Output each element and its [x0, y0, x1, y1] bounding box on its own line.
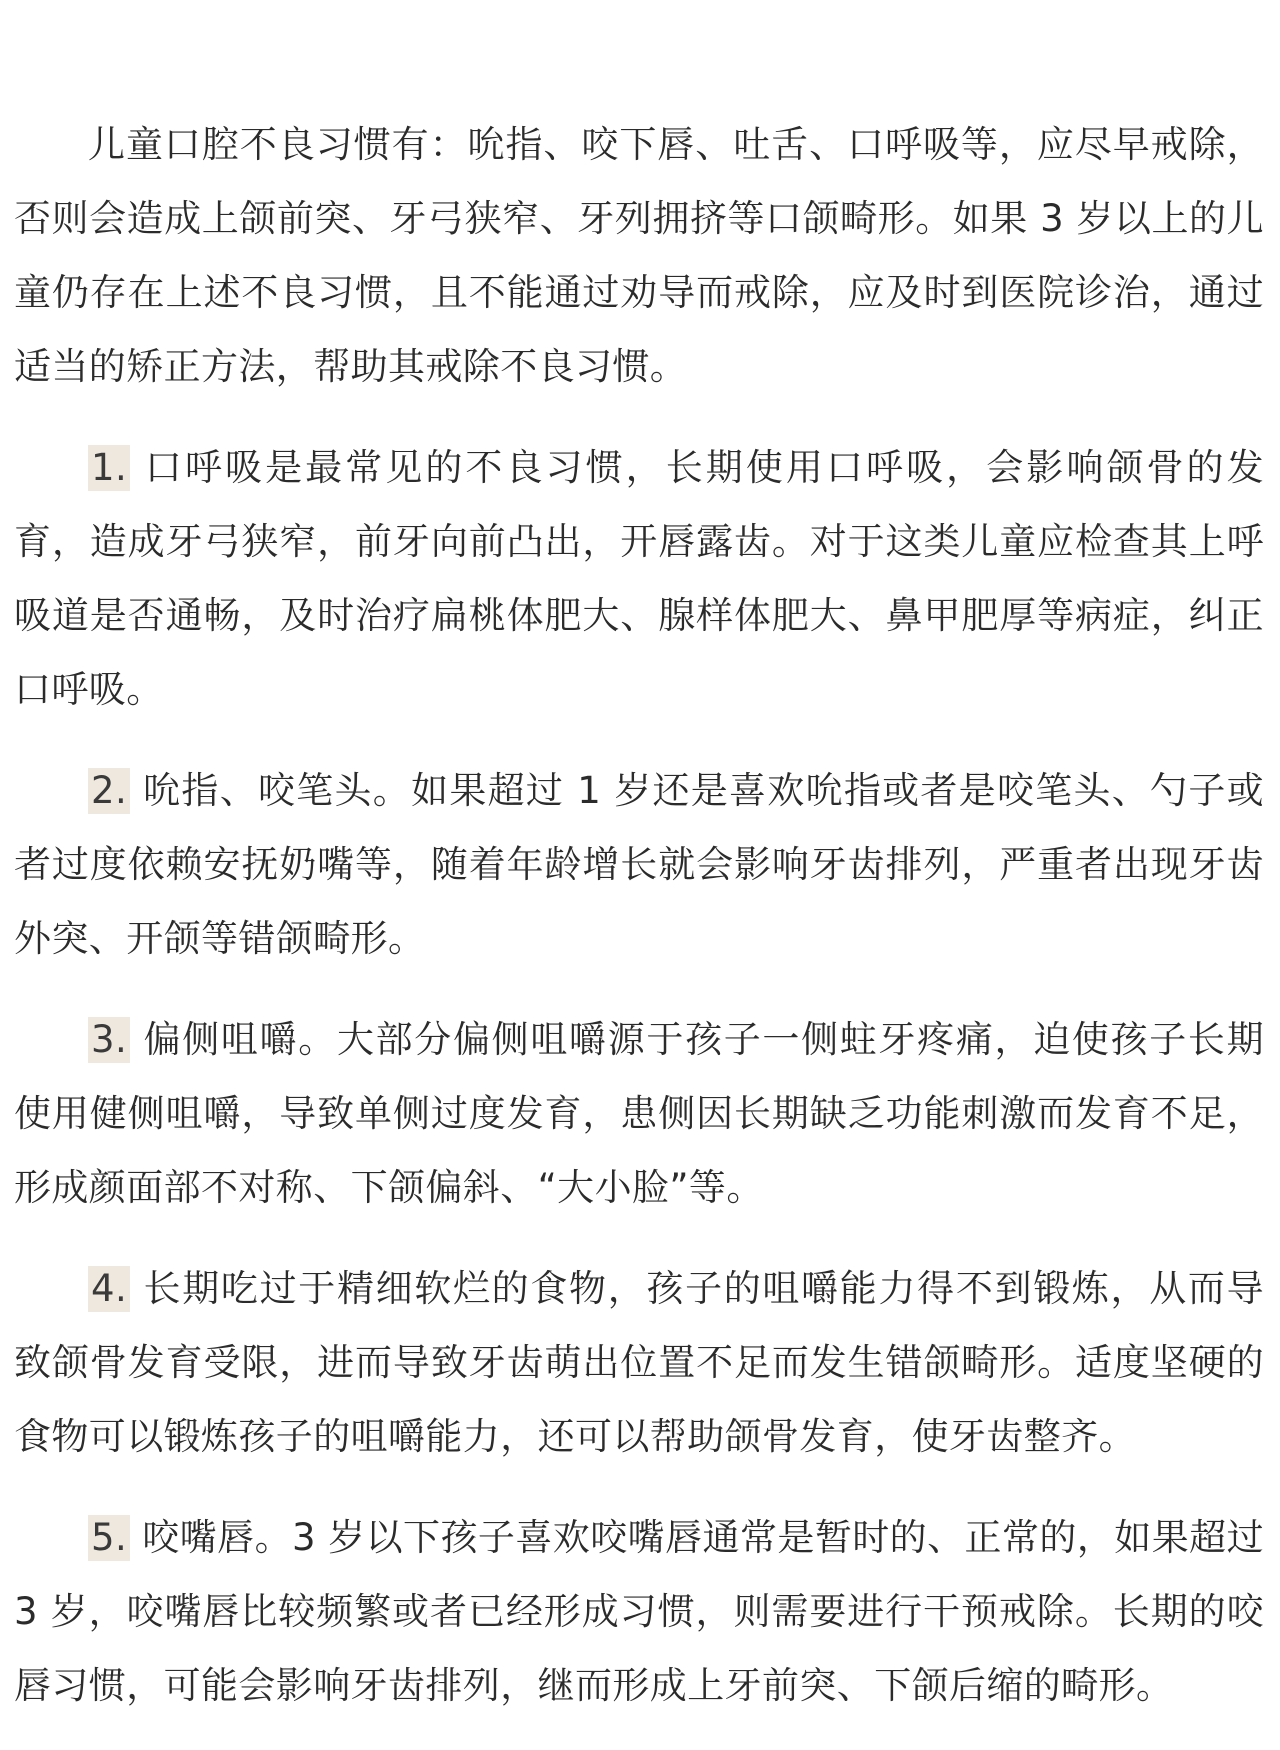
list-item: [14, 1252, 1264, 1474]
item-number: 2.: [88, 768, 130, 814]
item-number: 1.: [88, 445, 130, 491]
item-number: 5.: [88, 1515, 130, 1561]
list-item: [14, 1501, 1264, 1723]
item-text: 吮指、咬笔头。如果超过 1 岁还是喜欢吮指或者是咬笔头、勺子或者过度依赖安抚奶嘴等，随着年龄增长就会影响牙齿排列，严重者出现牙齿外突、开颌等错颌畸形。: [14, 769, 1264, 960]
item-text: 长期吃过于精细软烂的食物，孩子的咀嚼能力得不到锻炼，从而导致颌骨发育受限，进而导致牙齿萌出位置不足而发生错颌畸形。适度坚硬的食物可以锻炼孩子的咀嚼能力，还可以帮助颌骨发育，使牙齿整齐。: [14, 1267, 1264, 1458]
list-item: [14, 754, 1264, 976]
item-number: 3.: [88, 1017, 130, 1063]
item-text: 咬嘴唇。3 岁以下孩子喜欢咬嘴唇通常是暂时的、正常的，如果超过 3 岁，咬嘴唇比较频繁或者已经形成习惯，则需要进行干预戒除。长期的咬唇习惯，可能会影响牙齿排列，继而形成上牙前突、下颌后缩的畸形。: [14, 1516, 1264, 1707]
item-text: 口呼吸是最常见的不良习惯，长期使用口呼吸，会影响颌骨的发育，造成牙弓狭窄，前牙向前凸出，开唇露齿。对于这类儿童应检查其上呼吸道是否通畅，及时治疗扁桃体肥大、腺样体肥大、鼻甲肥厚等病症，纠正口呼吸。: [14, 446, 1264, 711]
item-number: 4.: [88, 1266, 130, 1312]
article-body: [14, 108, 1264, 1750]
intro-paragraph: 儿童口腔不良习惯有：吮指、咬下唇、吐舌、口呼吸等，应尽早戒除，否则会造成上颌前突、牙弓狭窄、牙列拥挤等口颌畸形。如果 3 岁以上的儿童仍存在上述不良习惯，且不能通过劝导而戒除，应及时到医院诊治，通过适当的矫正方法，帮助其戒除不良习惯。: [14, 123, 1264, 388]
item-text: 偏侧咀嚼。大部分偏侧咀嚼源于孩子一侧蛀牙疼痛，迫使孩子长期使用健侧咀嚼，导致单侧过度发育，患侧因长期缺乏功能刺激而发育不足，形成颜面部不对称、下颌偏斜、“大小脸”等。: [14, 1018, 1264, 1209]
list-item: [14, 431, 1264, 727]
list-item: [14, 1003, 1264, 1225]
